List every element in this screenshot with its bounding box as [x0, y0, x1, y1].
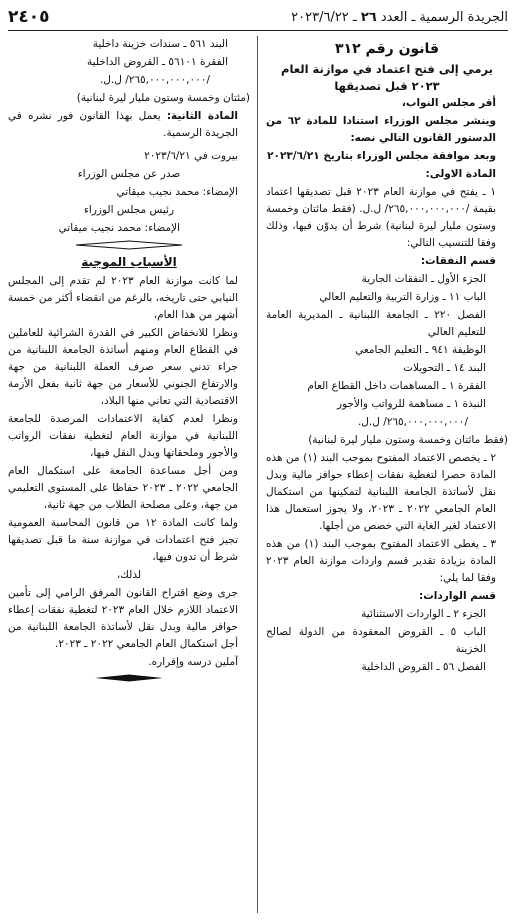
- reason-paragraph: آملين درسه وإقراره.: [148, 656, 238, 669]
- expense-item: الباب ١١ ـ وزارة التربية والتعليم العالي: [319, 291, 486, 304]
- law-subject: يرمي إلى فتح اعتماد في موازنة العام ٢٠٢٣ قبل تصديقها: [281, 61, 493, 93]
- left-column: [8, 36, 250, 915]
- revenues-title: قسم الواردات:: [419, 590, 496, 603]
- issued-by: صدر عن مجلس الوزراء: [77, 168, 181, 180]
- article-1-para-2: ٢ ـ يخصص الاعتماد المفتوح بموجب البند (١) من هذه المادة حصرا لتغطية نفقات إعطاء حوافز مالية وبدل نقل لأساتذة الجامعة اللبنانية لتمكينها من استكمال العام الجامعي ٢٠٢٢ ـ ٢٠٢٣، ولا يجوز استعمال هذا الاعتماد لغير الغاية التي خصص من أجلها.: [266, 452, 497, 533]
- reason-paragraph: ولما كانت المادة ١٢ من قانون المحاسبة العمومية تجيز فتح اعتمادات في موازنة سنة ما قبل تصديقها شرط أن تدون فيها،: [8, 517, 238, 564]
- reason-paragraph: جرى وضع اقتراح القانون المرفق الرامي إلى تأمين الاعتماد اللازم خلال العام ٢٠٢٣ لتغطية نفقات إعطاء حوافز مالية وبدل نقل لأساتذة الجامعة اللبنانية من أجل استكمال العام الجامعي ٢٠٢٢ ـ ٢٠٢٣.: [8, 587, 239, 651]
- page-number: ٢٤٠٥: [8, 7, 50, 27]
- revenue-item: الجزء ٢ ـ الواردات الاستثنائية: [361, 608, 486, 621]
- revenue-item: الفقرة ٥٦١٠١ ـ القروض الداخلية: [87, 56, 228, 68]
- expense-item: الفقرة ١ ـ المساهمات داخل القطاع العام: [307, 380, 486, 393]
- reason-paragraph: لذلك،: [116, 569, 142, 582]
- expense-amount: /٢٦٥,٠٠٠,٠٠٠,٠٠٠/ ل.ل.: [357, 416, 468, 429]
- article-1-para-3: ٣ ـ يغطى الاعتماد المفتوح بموجب البند (١) من هذه المادة بزيادة تقدير قسم واردات موازنة العام ٢٠٢٣ وفقا لما يلي:: [266, 538, 496, 585]
- ornament-divider: [8, 240, 250, 250]
- expense-item: الوظيفة ٩٤١ ـ التعليم الجامعي: [355, 344, 486, 357]
- reason-paragraph: ونظرا لعدم كفاية الاعتمادات المرصدة للجامعة اللبنانية في موازنة العام لتغطية نفقات الرواتب والأجور وملحقاتها وبدل النقل فيها،: [8, 413, 238, 460]
- right-column: [266, 36, 508, 915]
- article-2: [8, 108, 250, 142]
- article-2-title: المادة الثانية:: [166, 110, 238, 122]
- expense-item: الفصل ٢٢٠ ـ الجامعة اللبنانية ـ المديرية العامة للتعليم العالي: [266, 309, 486, 339]
- expense-amount-words: (فقط مائتان وخمسة وستون مليار ليرة لبنانية): [308, 434, 508, 447]
- revenue-amount: /٢٦٥,٠٠٠,٠٠٠,٠٠٠/ ل.ل.: [99, 74, 210, 86]
- revenue-amount-words: (مئتان وخمسة وستون مليار ليرة لبنانية): [76, 92, 250, 104]
- expenses-title: قسم النفقات:: [420, 255, 496, 268]
- law-intro-1: أقر مجلس النواب،: [401, 97, 496, 110]
- ornament-end: [8, 674, 250, 682]
- reasons-title: الأسباب الموجبة: [81, 255, 177, 269]
- ornament-diamond-icon: [74, 240, 184, 250]
- signature-1: الإمضاء: محمد نجيب ميقاتي: [116, 186, 238, 198]
- reason-paragraph: لما كانت موازنة العام ٢٠٢٣ لم تقدم إلى المجلس النيابي حتى تاريخه، بالرغم من انقضاء أكثر من خمسة أشهر من هذا العام،: [8, 275, 238, 322]
- law-intro-3: وبعد موافقة مجلس الوزراء بتاريخ ٢٠٢٣/٦/٢١: [267, 150, 496, 163]
- reason-paragraph: ونظرا للانخفاض الكبير في القدرة الشرائية للعاملين في القطاع العام ومنهم أساتذة الجامعة اللبنانية من جراء تدني سعر صرف العملة اللبنانية من جهة والارتفاع الجنوني للأسعار من جهة ثانية بفعل الأزمة الاقتصادية التي تعاني منها البلاد،: [8, 327, 238, 408]
- page-header: [8, 4, 508, 31]
- law-title: قانون رقم ٣١٢: [334, 41, 439, 57]
- column-divider: [257, 36, 258, 913]
- reason-paragraph: ومن أجل مساعدة الجامعة على استكمال العام الجامعي ٢٠٢٢ ـ ٢٠٢٣ حفاظا على المستوى التعليمي من جهة، وعلى مصلحة الطلاب من جهة ثانية،: [8, 465, 238, 512]
- expense-item: الجزء الأول ـ النفقات الجارية: [361, 273, 486, 286]
- issue-date: ـ ٢٠٢٣/٦/٢٢: [291, 9, 357, 25]
- article-2-text: يعمل بهذا القانون فور نشره في الجريدة الرسمية.: [8, 110, 238, 139]
- signature-2: الإمضاء: محمد نجيب ميقاتي: [58, 222, 180, 234]
- article-1-title: المادة الاولى:: [425, 168, 496, 181]
- expense-item: النبذة ١ ـ مساهمة للرواتب والأجور: [337, 398, 486, 411]
- expense-item: البند ١٤ ـ التحويلات: [403, 362, 486, 375]
- ornament-bar-icon: [94, 674, 164, 682]
- issue-number: ٢٦: [360, 9, 377, 25]
- gazette-title: الجريدة الرسمية ـ العدد ٢٦ ـ ٢٠٢٣/٦/٢٢: [291, 9, 508, 25]
- pm-title: رئيس مجلس الوزراء: [83, 204, 175, 216]
- place-date: بيروت في ٢٠٢٣/٦/٢١: [144, 150, 238, 162]
- revenue-item: الفصل ٥٦ ـ القروض الداخلية: [361, 661, 486, 674]
- revenue-item: البند ٥٦١ ـ سندات خزينة داخلية: [92, 38, 228, 50]
- revenue-item: الباب ٥ ـ القروض المعقودة من الدولة لصالح الخزينة: [266, 626, 486, 656]
- law-intro-2: وينشر مجلس الوزراء استنادا للمادة ٦٢ من الدستور القانون التالي نصه:: [266, 115, 497, 145]
- article-1-text: ١ ـ يفتح في موازنة العام ٢٠٢٣ قبل تصديقها اعتماد بقيمة /٢٦٥,٠٠٠,٠٠٠,٠٠٠/ ل.ل. (فقط مائتان وخمسة وستون مليار ليرة لبنانية) شرط أن يدوّن فيها، وذلك وفقا للتنسيب التالي:: [266, 186, 496, 250]
